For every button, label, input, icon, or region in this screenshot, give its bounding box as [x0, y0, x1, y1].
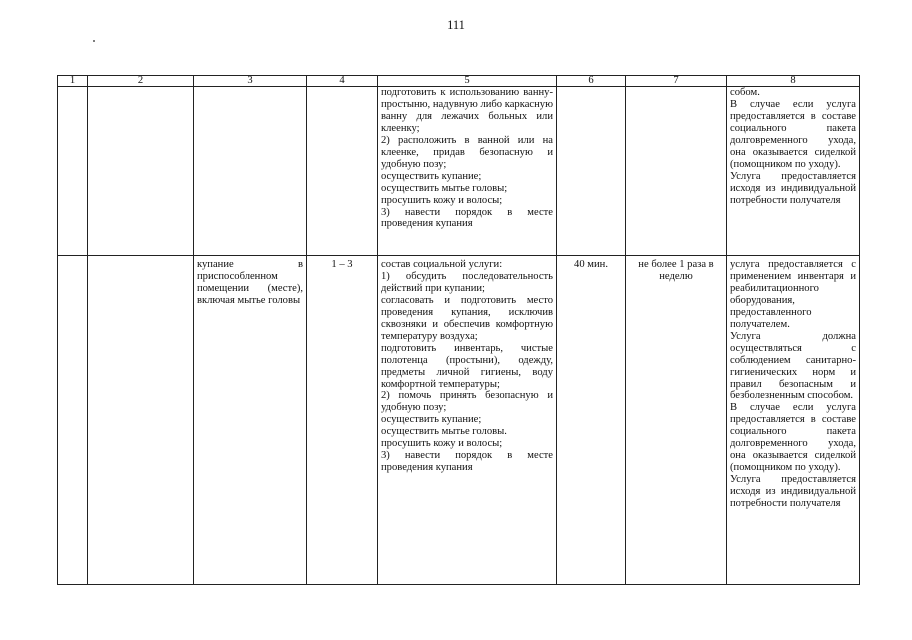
services-table [57, 75, 860, 585]
level-cell: 1 – 3 [307, 256, 378, 585]
row-number-cell [58, 256, 88, 585]
service-name-cell [194, 87, 307, 256]
row-number-cell [58, 87, 88, 256]
service-name-cell: купание в приспособленном помещении (месте), включая мытье головы [194, 256, 307, 585]
column-number: 8 [727, 76, 860, 87]
column-number: 2 [88, 76, 194, 87]
column-numbers-row [58, 76, 860, 87]
column-number: 3 [194, 76, 307, 87]
frequency-cell: не более 1 раза в неделю [626, 256, 727, 585]
service-content-cell: подготовить к использованию ванну-простыню, надувную либо каркасную ванну для лежачих больных или клеенку; 2) расположить в ванной или на клеенке, придав безопасную и удобную позу; осуществить купание; осуществить мытье головы; просушить кожу и волосы; 3) навести порядок в месте проведения купания [378, 87, 557, 256]
column-number: 5 [378, 76, 557, 87]
duration-cell [557, 87, 626, 256]
table-row [58, 87, 860, 256]
conditions-cell: услуга предоставляется с применением инвентаря и реабилитационного оборудования, предоставленного получателем. Услуга должна осуществляться с соблюдением санитарно-гигиенических норм и правил безопасным и безболезненным способом. В случае если услуга предоставляется в составе социального пакета долговременного ухода, она оказывается сиделкой (помощником по уходу). Услуга предоставляется исходя из индивидуальной потребности получателя [727, 256, 860, 585]
service-group-cell [88, 256, 194, 585]
column-number: 4 [307, 76, 378, 87]
page-number: 111 [447, 18, 465, 32]
conditions-cell: собом. В случае если услуга предоставляется в составе социального пакета долговременного ухода, она оказывается сиделкой (помощником по уходу). Услуга предоставляется исходя из индивидуальной потребности получателя [727, 87, 860, 256]
service-group-cell [88, 87, 194, 256]
service-content-cell: состав социальной услуги: 1) обсудить последовательность действий при купании; согласовать и подготовить место проведения купания, исключив сквозняки и обеспечив комфортную температуру воздуха; подготовить инвентарь, чистые полотенца (простыни), одежду, предметы личной гигиены, воду комфортной температуры; 2) помочь принять безопасную и удобную позу; осуществить купание; осуществить мытье головы. просушить кожу и волосы; 3) навести порядок в месте проведения купания [378, 256, 557, 585]
column-number: 6 [557, 76, 626, 87]
level-cell [307, 87, 378, 256]
column-number: 1 [58, 76, 88, 87]
table-row [58, 256, 860, 585]
scan-speck [93, 40, 95, 42]
column-number: 7 [626, 76, 727, 87]
duration-cell: 40 мин. [557, 256, 626, 585]
frequency-cell [626, 87, 727, 256]
